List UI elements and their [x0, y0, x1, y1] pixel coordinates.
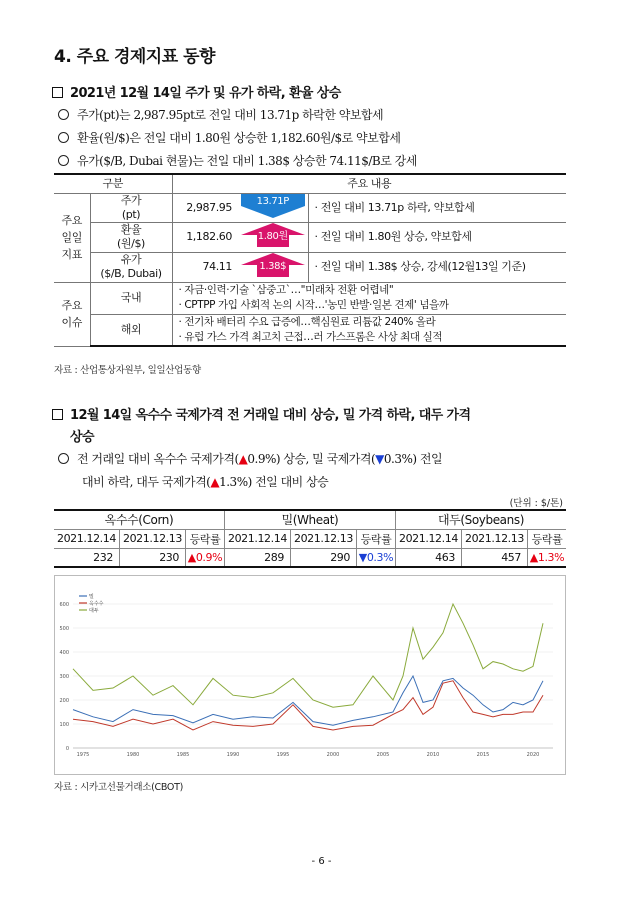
legend-label: 밀 — [89, 594, 94, 600]
group-issues: 주요 이슈 — [54, 282, 90, 346]
x-tick-label: 1975 — [76, 752, 90, 758]
soy-rate: ▲1.3% — [527, 548, 566, 567]
issue-overseas-label: 해외 — [90, 314, 172, 346]
change-label: 13.71P — [256, 195, 289, 207]
x-tick-label: 2010 — [426, 752, 440, 758]
issue-overseas-text: · 전기차 배터리 수요 급증에…핵심원료 리튬값 240% 올라 · 유럽 가스 가격 최고치 근접…러 가스프롬은 사상 최대 실적 — [172, 314, 566, 346]
line-chart — [55, 576, 565, 774]
y-tick-label: 0 — [65, 746, 69, 752]
header-content: 주요 내용 — [172, 174, 566, 193]
up-triangle-icon: ▲ — [210, 475, 220, 489]
x-tick-label: 2020 — [526, 752, 540, 758]
corn-price-prev: 230 — [119, 548, 185, 567]
col-rate: 등락률 — [185, 529, 224, 548]
series-line — [73, 681, 543, 730]
header-category: 구분 — [54, 174, 172, 193]
down-arrow-icon — [241, 194, 305, 222]
circle-bullet-icon — [58, 155, 69, 166]
y-tick-label: 200 — [59, 698, 69, 704]
series-line — [73, 676, 543, 725]
y-tick-label: 300 — [59, 674, 69, 680]
down-triangle-icon: ▼ — [375, 452, 384, 466]
indicator-table — [54, 173, 566, 347]
page-number: - 6 - — [311, 856, 332, 867]
table-source: 자료 : 산업통상자원부, 일일산업동향 — [54, 365, 201, 376]
col-date: 2021.12.14 — [395, 529, 461, 548]
indicator-name: 유가 ($/B, Dubai) — [90, 252, 172, 282]
grain-price-table — [54, 509, 566, 568]
col-date-prev: 2021.12.13 — [461, 529, 527, 548]
y-tick-label: 400 — [59, 650, 69, 656]
group-corn: 옥수수(Corn) — [54, 510, 224, 529]
group-wheat: 밀(Wheat) — [224, 510, 395, 529]
x-tick-label: 1985 — [176, 752, 190, 758]
bullet-exchange: 환율(원/$)은 전일 대비 1.80원 상승한 1,182.60원/$로 약보합세 — [58, 129, 400, 146]
change-label: 1.80원 — [257, 231, 288, 242]
change-label: 1.38$ — [259, 261, 287, 272]
x-tick-label: 1995 — [276, 752, 290, 758]
bullet-grain: 전 거래일 대비 옥수수 국제가격(▲0.9%) 상승, 밀 국제가격(▼0.3%) 전일 — [58, 450, 442, 467]
indicator-value: 1,182.60 — [172, 222, 238, 252]
subheading-grain — [52, 404, 470, 423]
bullet-stock: 주가(pt)는 2,987.95pt로 전일 대비 13.71p 하락한 약보합세 — [58, 106, 383, 123]
up-arrow-icon — [241, 223, 305, 251]
corn-rate: ▲0.9% — [185, 548, 224, 567]
x-tick-label: 2000 — [326, 752, 340, 758]
unit-label: (단위 : $/톤) — [509, 498, 563, 509]
col-date: 2021.12.14 — [54, 529, 119, 548]
up-arrow-icon — [241, 253, 305, 281]
subheading-grain-cont: 상승 — [70, 430, 94, 445]
x-tick-label: 2005 — [376, 752, 390, 758]
col-date: 2021.12.14 — [224, 529, 290, 548]
change-arrow — [238, 193, 308, 222]
indicator-name: 환율 (원/$) — [90, 222, 172, 252]
up-triangle-icon: ▲ — [238, 452, 248, 466]
circle-bullet-icon — [58, 132, 69, 143]
subheading-text: 2021년 12월 14일 주가 및 유가 하락, 환율 상승 — [70, 86, 341, 101]
grain-price-chart — [54, 575, 566, 775]
col-rate: 등락률 — [527, 529, 566, 548]
x-tick-label: 2015 — [476, 752, 490, 758]
circle-bullet-icon — [58, 109, 69, 120]
legend-label: 옥수수 — [89, 601, 104, 607]
group-daily-indicators: 주요 일일 지표 — [54, 193, 90, 282]
issue-domestic-label: 국내 — [90, 282, 172, 314]
soy-price-today: 463 — [395, 548, 461, 567]
indicator-value: 74.11 — [172, 252, 238, 282]
group-soybeans: 대두(Soybeans) — [395, 510, 566, 529]
issue-domestic-text: · 자금·인력·기술 `삼중고`…"미래차 전환 어렵네" · CPTPP 가입 사회적 논의 시작…'농민 반발·일본 견제' 넘을까 — [172, 282, 566, 314]
wheat-price-prev: 290 — [290, 548, 356, 567]
wheat-rate: ▼0.3% — [356, 548, 395, 567]
section-title: 4. 주요 경제지표 동향 — [54, 47, 215, 67]
indicator-value: 2,987.95 — [172, 193, 238, 222]
chart-source: 자료 : 시카고선물거래소(CBOT) — [54, 782, 183, 793]
x-tick-label: 1980 — [126, 752, 140, 758]
wheat-price-today: 289 — [224, 548, 290, 567]
col-date-prev: 2021.12.13 — [119, 529, 185, 548]
bullet-grain-cont: 대비 하락, 대두 국제가격(▲1.3%) 전일 대비 상승 — [82, 475, 329, 489]
subheading-text: 12월 14일 옥수수 국제가격 전 거래일 대비 상승, 밀 가격 하락, 대두 가격 — [70, 408, 471, 423]
checkbox-square-icon — [52, 409, 63, 420]
corn-price-today: 232 — [54, 548, 119, 567]
checkbox-square-icon — [52, 87, 63, 98]
y-tick-label: 500 — [59, 626, 69, 632]
indicator-note: · 전일 대비 13.71p 하락, 약보합세 — [308, 193, 566, 222]
col-date-prev: 2021.12.13 — [290, 529, 356, 548]
indicator-note: · 전일 대비 1.80원 상승, 약보합세 — [308, 222, 566, 252]
indicator-note: · 전일 대비 1.38$ 상승, 강세(12월13일 기준) — [308, 252, 566, 282]
legend-label: 대두 — [89, 608, 99, 614]
col-rate: 등락률 — [356, 529, 395, 548]
indicator-name: 주가 (pt) — [90, 193, 172, 222]
subheading-market — [52, 82, 341, 101]
x-tick-label: 1990 — [226, 752, 240, 758]
y-tick-label: 100 — [59, 722, 69, 728]
soy-price-prev: 457 — [461, 548, 527, 567]
series-line — [73, 604, 543, 707]
y-tick-label: 600 — [59, 602, 69, 608]
bullet-oil: 유가($/B, Dubai 현물)는 전일 대비 1.38$ 상승한 74.11$/B로 강세 — [58, 152, 417, 169]
change-arrow — [238, 222, 308, 252]
change-arrow — [238, 252, 308, 282]
circle-bullet-icon — [58, 453, 69, 464]
